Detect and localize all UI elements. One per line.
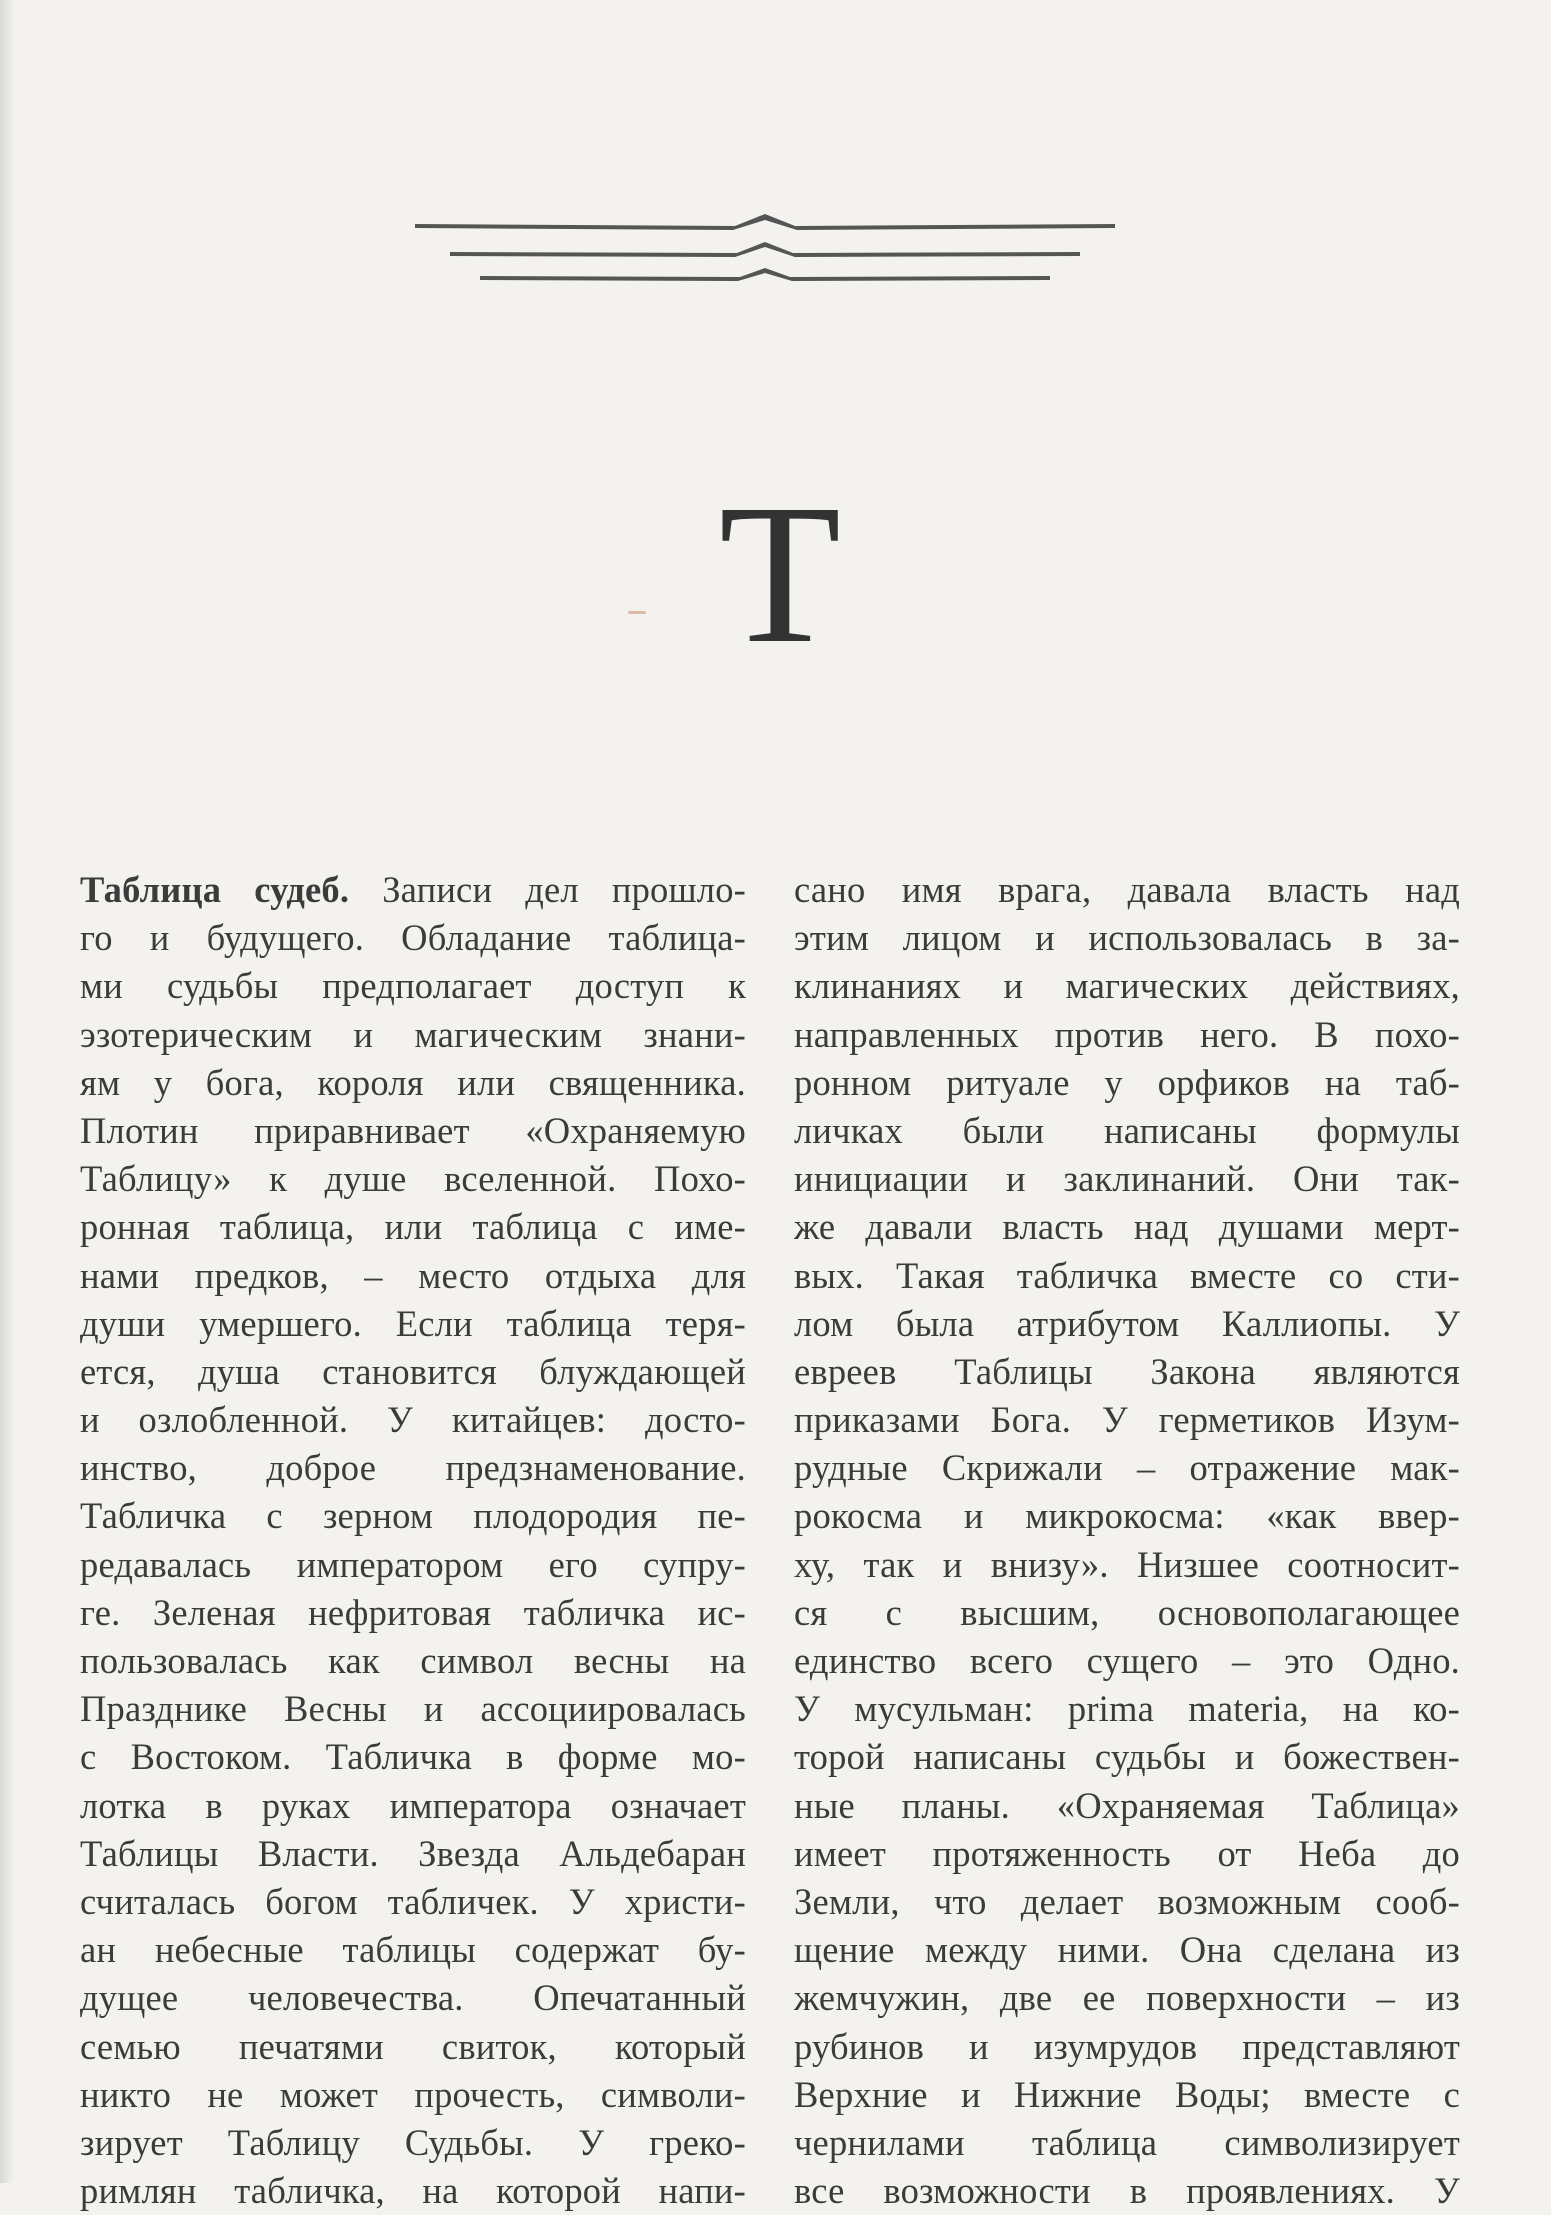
text-line: Празднике Весны и ассоциировалась — [80, 1688, 746, 1730]
text-line: ется, душа становится блуждающей — [80, 1350, 746, 1392]
text-line: и озлобленной. У китайцев: досто- — [80, 1399, 746, 1441]
entry-heading: Таблица судеб. — [80, 869, 350, 910]
text-line: рубинов и изумрудов представляют — [794, 2025, 1460, 2067]
left-text-column — [80, 866, 746, 2215]
section-letter: Т — [718, 464, 842, 685]
text-line: У мусульман: prima materia, на ко- — [794, 1688, 1460, 1730]
text-line: евреев Таблицы Закона являются — [794, 1350, 1460, 1392]
text-line: редавалась императором его супру- — [80, 1543, 746, 1585]
text-line: Верхние и Нижние Воды; вместе с — [794, 2073, 1460, 2115]
text-line: Плотин приравнивает «Охраняемую — [80, 1109, 746, 1151]
ornament-line-bottom — [480, 268, 1050, 281]
text-line: ся с высшим, основополагающее — [794, 1591, 1460, 1633]
text-line: Табличка с зерном плодородия пе- — [80, 1495, 746, 1537]
text-line: лом была атрибутом Каллиопы. У — [794, 1302, 1460, 1344]
text-line: сано имя врага, давала власть над — [794, 869, 1460, 910]
text-line: римлян табличка, на которой напи- — [80, 2170, 746, 2212]
text-line: все возможности в проявлениях. У — [794, 2170, 1460, 2212]
text-line: нами предков, – место отдыха для — [80, 1254, 746, 1296]
text-line: рудные Скрижали – отражение мак- — [794, 1447, 1460, 1489]
text-line: инство, доброе предзнаменование. — [80, 1447, 746, 1489]
text-line: единство всего сущего – это Одно. — [794, 1640, 1460, 1681]
text-line: Таблицы Власти. Звезда Альдебаран — [80, 1832, 746, 1874]
text-line: с Востоком. Табличка в форме мо- — [80, 1736, 746, 1778]
text-line: дущее человечества. Опечатанный — [80, 1977, 746, 2019]
text-line: ронном ритуале у орфиков на таб- — [794, 1061, 1460, 1103]
text-line: рокосма и микрокосма: «как ввер- — [794, 1495, 1460, 1537]
text-line: Таблица судеб. Записи дел прошло- — [80, 869, 746, 910]
text-line: лотка в руках императора означает — [80, 1784, 746, 1826]
page-edge-shadow — [0, 0, 14, 2183]
text-line: имеет протяженность от Неба до — [794, 1832, 1460, 1874]
text-line: считалась богом табличек. У христи- — [80, 1880, 746, 1922]
text-line: щение между ними. Она сделана из — [794, 1929, 1460, 1971]
text-line: инициации и заклинаний. Они так- — [794, 1158, 1460, 1200]
text-line: Земли, что делает возможным сооб- — [794, 1880, 1460, 1922]
text-line: ям у бога, короля или священника. — [80, 1061, 746, 1103]
text-line: же давали власть над душами мерт- — [794, 1206, 1460, 1248]
text-line: клинаниях и магических действиях, — [794, 965, 1460, 1007]
text-line: вых. Такая табличка вместе со сти- — [794, 1254, 1460, 1296]
text-line: этим лицом и использовалась в за- — [794, 917, 1460, 959]
ornament-line-top — [415, 214, 1115, 230]
text-line: души умершего. Если таблица теря- — [80, 1302, 746, 1344]
text-line: ми судьбы предполагает доступ к — [80, 965, 746, 1007]
text-line: жемчужин, две ее поверхности – из — [794, 1977, 1460, 2019]
ornament-divider-icon — [415, 212, 1115, 292]
text-line: пользовалась как символ весны на — [80, 1640, 746, 1681]
print-speck — [628, 611, 646, 614]
text-line: Таблицу» к душе вселенной. Похо- — [80, 1158, 746, 1200]
text-line: го и будущего. Обладание таблица- — [80, 917, 746, 959]
text-line: личках были написаны формулы — [794, 1109, 1460, 1151]
text-line: торой написаны судьбы и божествен- — [794, 1736, 1460, 1778]
text-line: приказами Бога. У герметиков Изум- — [794, 1399, 1460, 1441]
text-line: ге. Зеленая нефритовая табличка ис- — [80, 1591, 746, 1633]
text-line: никто не может прочесть, символи- — [80, 2073, 746, 2115]
text-line: зирует Таблицу Судьбы. У греко- — [80, 2121, 746, 2163]
text-line: направленных против него. В похо- — [794, 1013, 1460, 1055]
text-line: ан небесные таблицы содержат бу- — [80, 1929, 746, 1971]
text-line: чернилами таблица символизирует — [794, 2121, 1460, 2163]
right-text-column — [794, 866, 1460, 2215]
text-line: ху, так и внизу». Низшее соотносит- — [794, 1543, 1460, 1585]
text-line: ронная таблица, или таблица с име- — [80, 1206, 746, 1248]
text-line: ные планы. «Охраняемая Таблица» — [794, 1784, 1460, 1826]
text-line: семью печатями свиток, который — [80, 2025, 746, 2067]
text-line: эзотерическим и магическим знани- — [80, 1013, 746, 1055]
ornament-line-middle — [450, 242, 1080, 257]
